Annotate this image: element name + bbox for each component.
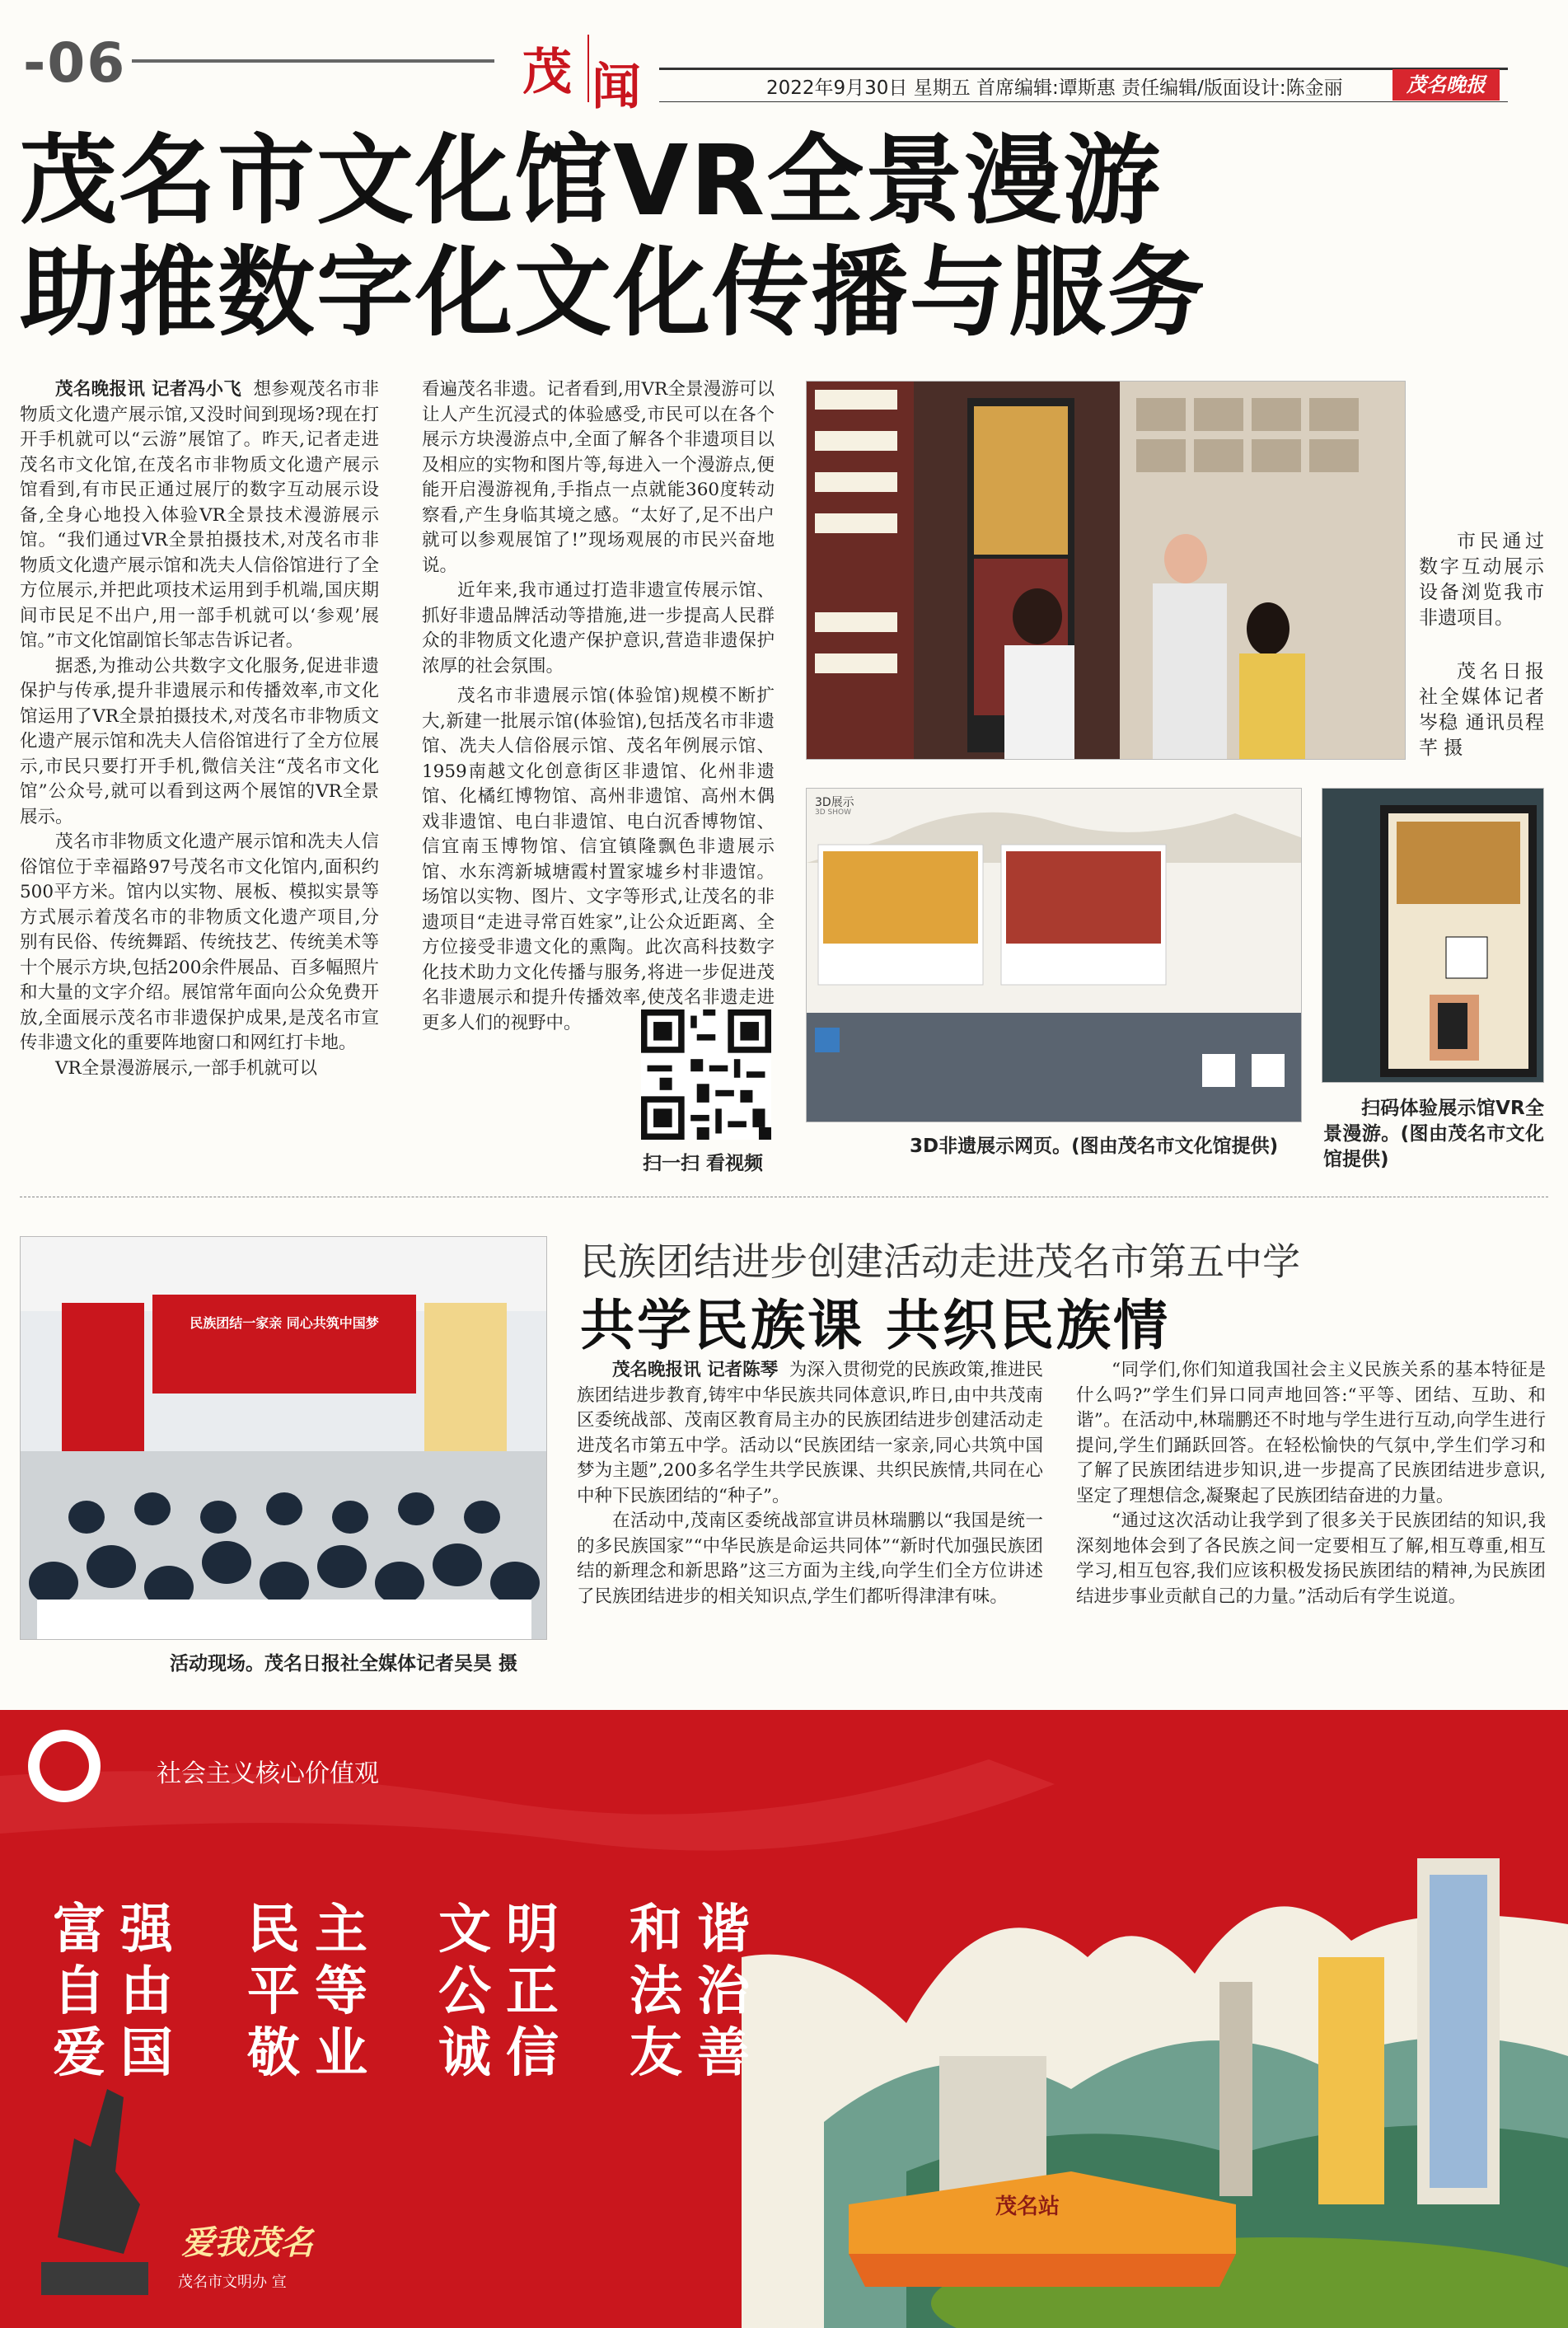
article2-photo-caption: 活动现场。茂名日报社全媒体记者吴昊 摄	[170, 1653, 518, 1675]
article1-paragraph-7: 茂名市非遗展示馆(体验馆)规模不断扩大,新建一批展示馆(体验馆),包括茂名市非遗馆、冼夫人信俗展示馆、茂名年例展示馆、1959南越文化创意街区非遗馆、化州非遗馆、化橘红博物馆、高州非遗馆、高州木偶戏非遗馆、电白非遗馆、电白沉香博物馆、信宜南玉博物馆、信宜镇隆飘色非遗展示馆、水东湾新城塘霞村置家墟乡村非遗馆。场馆以实物、图片、文字等形式,让茂名的非遗项目“走进寻常百姓家”,让公众近距离、全方位接受非遗文化的熏陶。此次高科技数字化技术助力文化传播与服务,将进一步促进茂名非遗展示和提升传播效率,使茂名非遗走进更多人们的视野中。	[422, 686, 775, 1033]
section-divider	[20, 1197, 1548, 1199]
article1-paragraph-4: VR全景漫游展示,一部手机就可以	[55, 1057, 318, 1079]
article1-byline: 茂名晚报讯 记者冯小飞	[55, 379, 242, 400]
value-justice: 公正	[438, 1961, 573, 2022]
article1-paragraph-1	[20, 377, 379, 654]
photo-school-event	[20, 1236, 547, 1640]
photo1-credit: 茂名日报社全媒体记者岑稳 通讯员程芊 摄	[1419, 661, 1544, 759]
article2-text-1: 为深入贯彻党的民族政策,推进民族团结进步教育,铸牢中华民族共同体意识,昨日,由中共茂南区委统战部、茂南区教育局主办的民族团结进步创建活动走进茂名市第五中学。活动以“民族团结一家亲,同心共筑中国梦为主题”,200多名学生共学民族课、共织民族情,共同在心中种下民族团结的“种子”。	[577, 1360, 1044, 1506]
article1-paragraph-6: 近年来,我市通过打造非遗宣传展示馆、抓好非遗品牌活动等措施,进一步提高人民群众的非物质文化遗产保护意识,营造非遗保护浓厚的社会氛围。	[422, 580, 775, 677]
article2-paragraph-2: 在活动中,茂南区委统战部宣讲员林瑞鹏以“我国是统一的多民族国家”“中华民族是命运共同体”“新时代加强民族团结的新理念和新思路”这三方面为主线,向学生们全方位讲述了民族团结进步的相关知识点,学生们都听得津津有味。	[577, 1511, 1043, 1607]
stage-banner-text: 民族团结一家亲 同心共筑中国梦	[190, 1315, 379, 1331]
value-patriotism: 爱国	[53, 2023, 188, 2084]
header-rule	[132, 59, 494, 63]
section-tag	[521, 31, 644, 116]
photo2-caption: 3D非遗展示网页。(图由茂名市文化馆提供)	[910, 1136, 1279, 1157]
banner-title: 社会主义核心价值观	[157, 1759, 379, 1788]
article1-paragraph-2: 据悉,为推动公共数字文化服务,促进非遗保护与传承,提升非遗展示和传播效率,市文化馆运用了VR全景拍摄技术,对茂名市非物质文化遗产展示馆和冼夫人信俗馆进行了全方位展示,市民只要打开手机,微信关注“茂名市文化馆”公众号,就可以看到这两个展馆的VR全景展示。	[20, 655, 379, 827]
web-sublabel: 3D SHOW	[815, 808, 851, 817]
value-rule-of-law: 法治	[630, 1961, 765, 2022]
article1-column-2	[422, 377, 775, 679]
banner-credit: 茂名市文明办 宣	[178, 2274, 287, 2291]
article2-headline: 共学民族课 共织民族情	[580, 1294, 1170, 1357]
article2-column-1	[577, 1358, 1043, 1609]
newspaper-logo: 茂名晚报	[1392, 69, 1500, 101]
banner-slogan: 爱我茂名	[181, 2223, 313, 2262]
web-label: 3D展示	[815, 796, 854, 809]
value-freedom: 自由	[53, 1961, 188, 2022]
photo1-caption: 市民通过数字互动展示设备浏览我市非遗项目。	[1419, 531, 1544, 629]
value-democracy: 民主	[247, 1899, 382, 1960]
article2-paragraph-4: “通过这次活动让我学到了很多关于民族团结的知识,我深刻地体会到了各民族之间一定要相互了解,相互尊重,相互学习,相互包容,我们应该积极发扬民族团结的精神,为民族团结进步事业贡献自己的力量。”活动后有学生说道。	[1076, 1511, 1546, 1607]
value-prosperity: 富强	[53, 1899, 188, 1960]
value-integrity: 诚信	[438, 2023, 573, 2084]
station-sign: 茂名站	[995, 2195, 1060, 2219]
value-harmony: 和谐	[630, 1899, 765, 1960]
article1-paragraph-5: 看遍茂名非遗。记者看到,用VR全景漫游可以让人产生沉浸式的体验感受,市民可以在各个展示方块漫游点中,全面了解各个非遗项目以及相应的实物和图片等,每进入一个漫游点,便能开启漫游视角,手指点一点就能360度转动察看,产生身临其境之感。“太好了,足不出户就可以参观展馆了!”现场观展的市民兴奋地说。	[422, 379, 775, 576]
article1-paragraph-3: 茂名市非物质文化遗产展示馆和冼夫人信俗馆位于幸福路97号茂名市文化馆内,面积约500平方米。馆内以实物、展板、模拟实景等方式展示着茂名市的非物质文化遗产项目,分别有民俗、传统舞蹈、传统技艺、传统美术等十个展示方块,包括200余件展品、百多幅照片和大量的文字介绍。展馆常年面向公众免费开放,全面展示茂名市非遗保护成果,是茂名市宣传非遗文化的重要阵地窗口和网红打卡地。	[20, 831, 379, 1053]
qr-code-icon	[641, 1009, 771, 1140]
article1-column-2b	[422, 684, 775, 1036]
article1-headline-line2: 助推数字化文化传播与服务	[20, 236, 1207, 349]
value-friendship: 友善	[630, 2023, 765, 2084]
article2-paragraph-1	[577, 1358, 1043, 1509]
article2-subheadline: 民族团结进步创建活动走进茂名市第五中学	[580, 1239, 1300, 1284]
article1-text-1: 想参观茂名市非物质文化遗产展示馆,又没时间到现场?现在打开手机就可以“云游”展馆了。昨天,记者走进茂名市文化馆,在茂名市非物质文化遗产展示馆看到,有市民正通过展厅的数字互动展示设备,全身心地投入体验VR全景技术漫游展示馆。“我们通过VR全景拍摄技术,对茂名市非物质文化遗产展示馆和冼夫人信俗馆进行了全方位展示,并把此项技术运用到手机端,国庆期间市民足不出户,用一部手机就可以‘参观’展馆。”市文化馆副馆长邹志告诉记者。	[20, 379, 379, 651]
article2-column-2	[1076, 1358, 1546, 1609]
core-values-banner	[0, 1710, 1568, 2328]
section-char-1: 茂	[522, 44, 572, 101]
page-number: -06	[23, 31, 127, 95]
photo-visitors-at-display	[806, 381, 1406, 760]
web-page-illustration	[807, 789, 1302, 1122]
photo3-caption: 扫码体验展示馆VR全景漫游。(图由茂名市文化馆提供)	[1323, 1098, 1544, 1170]
qr-code-video[interactable]	[641, 1009, 771, 1140]
photo-3d-web-page	[806, 788, 1302, 1122]
article1-column-1	[20, 377, 379, 1081]
photo-scan-qr	[1322, 788, 1544, 1083]
qr-caption: 扫一扫 看视频	[643, 1153, 764, 1174]
school-event-illustration	[21, 1237, 547, 1640]
article1-headline-line1: 茂名市文化馆VR全景漫游	[20, 124, 1163, 237]
masthead-info: 2022年9月30日 星期五 首席编辑:谭斯惠 责任编辑/版面设计:陈金丽	[766, 77, 1343, 99]
article2-paragraph-3: “同学们,你们知道我国社会主义民族关系的基本特征是什么吗?”学生们异口同声地回答:“平等、团结、互助、和谐”。在活动中,林瑞鹏还不时地与学生进行互动,向学生进行提问,学生们踊跃回答。在轻松愉快的气氛中,学生们学习和了解了民族团结进步知识,进一步提高了民族团结进步意识,坚定了理想信念,凝聚起了民族团结奋进的力量。	[1076, 1360, 1546, 1506]
section-char-2: 闻	[592, 59, 641, 116]
value-equality: 平等	[247, 1961, 382, 2022]
article2-byline: 茂名晚报讯 记者陈琴	[612, 1360, 779, 1380]
photo-visitors-illustration	[807, 382, 1406, 760]
value-civility: 文明	[438, 1899, 573, 1960]
value-dedication: 敬业	[247, 2023, 382, 2084]
scan-qr-illustration	[1322, 789, 1544, 1083]
